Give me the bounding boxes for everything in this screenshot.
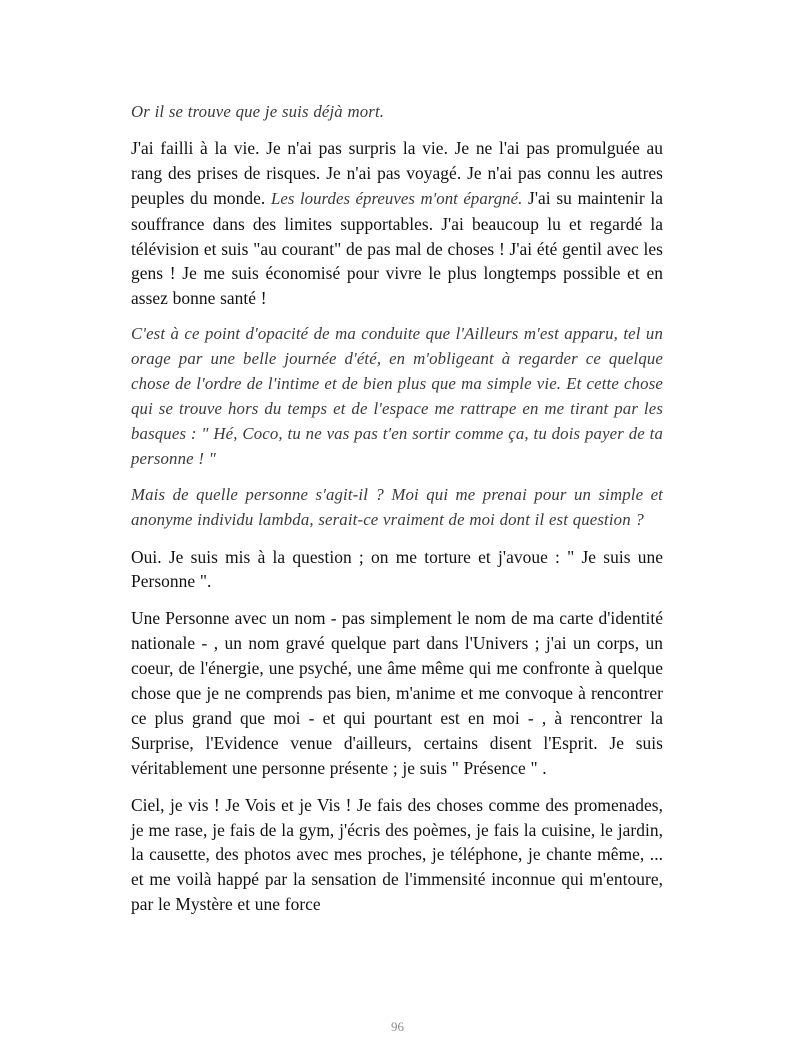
page-body [131, 100, 663, 929]
paragraph-4: Mais de quelle personne s'agit-il ? Moi qui me prenai pour un simple et anonyme individu lambda, serait-ce vraiment de moi dont il est question ? [131, 484, 663, 529]
paragraph-2-italic-phrase: Les lourdes épreuves m'ont épargné. [270, 188, 523, 208]
paragraph-3: C'est à ce point d'opacité de ma conduite que l'Ailleurs m'est apparu, tel un orage par une belle journée d'été, en m'obligeant à regarder ce quelque chose de l'ordre de l'intime et de bien plus que ma simple vie. Et cette chose qui se trouve hors du temps et de l'espace me rattrape en me tirant par les basques : " Hé, Coco, tu ne vas pas t'en sortir comme ça, tu dois payer de ta personne ! " [131, 324, 663, 468]
page-number: 96 [391, 1019, 404, 1034]
paragraph-2-part-1: J'ai failli à la vie. Je n'ai pas surpris la vie. Je ne l'ai pas promulguée au rang des prises de risques. Je n'ai pas voyagé. Je n'ai pas connu les autres peuples du monde. [131, 137, 663, 208]
paragraph-2 [131, 136, 663, 311]
paragraph-2-part-2: J'ai su maintenir la souffrance dans des limites supportables. J'ai beaucoup lu et regardé la télévision et suis "au courant" de pas mal de choses ! J'ai été gentil avec les gens ! Je me suis économisé pour vivre le plus longtemps possible et en assez bonne santé ! [131, 187, 663, 309]
paragraph-1: Or il se trouve que je suis déjà mort. [131, 102, 385, 121]
paragraph-7: Ciel, je vis ! Je Vois et je Vis ! Je fais des choses comme des promenades, je me rase, je fais de la gym, j'écris des poèmes, je fais la cuisine, le jardin, la causette, des photos avec mes proches, je téléphone, je chante même, ... et me voilà happé par la sensation de l'immensité inconnue qui m'entoure, par le Mystère et une force [131, 794, 663, 915]
paragraph-5: Oui. Je suis mis à la question ; on me torture et j'avoue : " Je suis une Personne ". [131, 546, 663, 592]
paragraph-6: Une Personne avec un nom - pas simplement le nom de ma carte d'identité nationale - , un nom gravé quelque part dans l'Univers ; j'ai un corps, un coeur, de l'énergie, une psyché, une âme même qui me confronte à quelque chose que je ne comprends pas bien, m'anime et me convoque à rencontrer ce plus grand que moi - et qui pourtant est en moi - , à rencontrer la Surprise, l'Evidence venue d'ailleurs, certains disent l'Esprit. Je suis véritablement une personne présente ; je suis " Présence " . [131, 608, 663, 778]
